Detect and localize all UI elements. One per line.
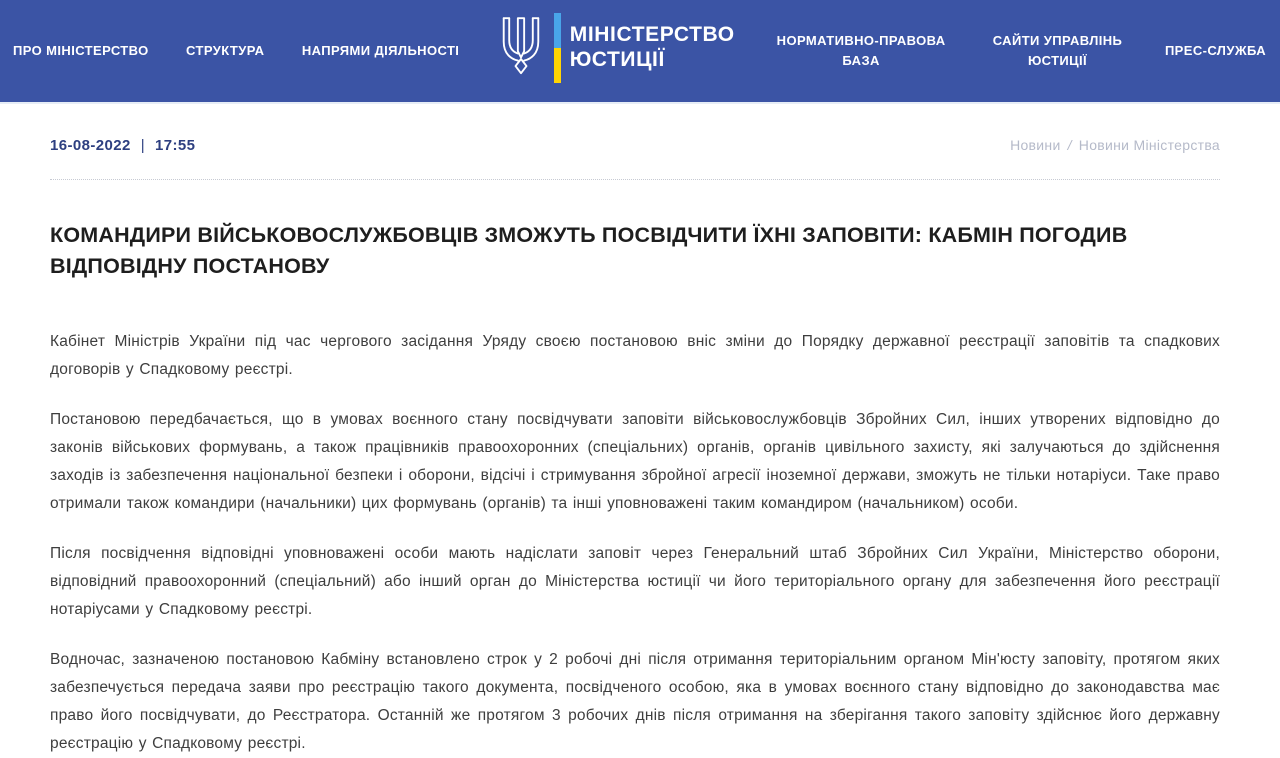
logo-line2: ЮСТИЦІЇ bbox=[569, 48, 665, 71]
breadcrumb-news[interactable]: Новини bbox=[1010, 137, 1061, 153]
article-paragraph: Водночас, зазначеною постановою Кабміну встановлено строк у 2 робочі дні після отримання територіальним органом Мін'юсту заповіту, протягом яких забезпечується передача заяви про реєстрацію такого документа, посвідченого особою, яка в умовах воєнного стану відповідно до законодавства має право його посвідчувати, до Реєстратора. Останній же протягом 3 робочих днів після отримання на зберігання такого заповіту здійснює його державну реєстрацію у Спадковому реєстрі. bbox=[50, 651, 1220, 752]
logo-line1: МІНІСТЕРСТВО bbox=[569, 23, 735, 47]
logo-wordmark bbox=[570, 23, 735, 73]
article-body bbox=[50, 328, 1220, 758]
nav-item-press-service[interactable]: ПРЕС-СЛУЖБА bbox=[1164, 42, 1266, 58]
article-meta-row bbox=[50, 137, 1220, 154]
nav-item-justice-department-sites[interactable]: САЙТИ УПРАВЛІНЬ ЮСТИЦІЇ bbox=[992, 32, 1123, 68]
breadcrumb-ministry-news[interactable]: Новини Міністерства bbox=[1078, 137, 1220, 153]
nav-item-activity-areas[interactable]: НАПРЯМИ ДІЯЛЬНОСТІ bbox=[301, 42, 460, 58]
flag-accent-bar bbox=[554, 13, 561, 83]
publish-time: 17:55 bbox=[155, 137, 196, 154]
article-paragraph: Після посвідчення відповідні уповноважені особи мають надіслати заповіт через Генеральний штаб Збройних Сил України, Міністерство оборони, відповідний правоохоронний (спеціальний) або інший орган до Міністерства юстиції чи його територіального органу для забезпечення його реєстрації нотаріусами у Спадковому реєстрі. bbox=[50, 545, 1220, 618]
publish-date: 16-08-2022 bbox=[50, 137, 131, 154]
article-page bbox=[0, 137, 1280, 758]
article-paragraph: Постановою передбачається, що в умовах воєнного стану посвідчувати заповіти військовослужбовців Збройних Сил, інших утворених відповідно до законів військових формувань, а також працівників правоохоронних (спеціальних) органів, органів цивільного захисту, які залучаються до здійснення заходів із забезпечення національної безпеки і оборони, відсічі і стримування збройної агресії іноземної держави, зможуть не тільки нотаріуси. Таке право отримали також командири (начальники) цих формувань (органів) та інші уповноважені таким командиром (начальником) особи. bbox=[50, 411, 1220, 512]
nav-item-about-ministry[interactable]: ПРО МІНІСТЕРСТВО bbox=[13, 42, 149, 58]
ministry-logo[interactable] bbox=[497, 13, 735, 83]
breadcrumb-separator: / bbox=[1067, 137, 1072, 153]
article-paragraph: Кабінет Міністрів України під час чергового засідання Уряду своєю постановою вніс зміни до Порядку державної реєстрації заповітів та спадкових договорів у Спадковому реєстрі. bbox=[50, 333, 1220, 378]
ukraine-trident-icon bbox=[497, 15, 545, 81]
nav-item-legal-framework[interactable]: НОРМАТИВНО-ПРАВОВА БАЗА bbox=[776, 32, 946, 68]
dotted-divider bbox=[50, 179, 1220, 180]
datetime-separator: | bbox=[140, 137, 146, 154]
article-title: КОМАНДИРИ ВІЙСЬКОВОСЛУЖБОВЦІВ ЗМОЖУТЬ ПОСВІДЧИТИ ЇХНІ ЗАПОВІТИ: КАБМІН ПОГОДИВ ВІДПОВІДНУ ПОСТАНОВУ bbox=[50, 223, 1128, 278]
nav-item-structure[interactable]: СТРУКТУРА bbox=[186, 42, 265, 58]
breadcrumb bbox=[1010, 137, 1220, 153]
main-navigation-bar bbox=[0, 0, 1280, 104]
publish-datetime bbox=[50, 137, 195, 154]
